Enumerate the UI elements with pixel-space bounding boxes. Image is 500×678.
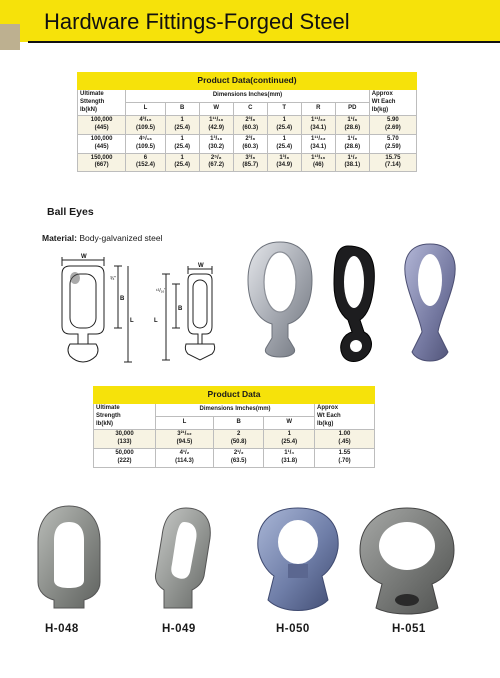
model-label-h051: H-051 [392,623,426,635]
material-value: Body-galvanized steel [79,233,163,243]
header-dimensions: Dimensions Imches(mm) [156,404,315,417]
table-row: 50,000 (222) 4¹/₂ (114.3) 2¹/₂ (63.5) 1¹/₄ (31.8) 1.55 (.70) [94,448,375,467]
ball-eye-photo-socket [398,240,462,370]
ball-eye-diagram-1 [30,252,140,377]
dim-w-label: W [198,263,204,269]
dim-d-label: ¾" [110,276,116,282]
table-title: Product Data(continued) [78,73,417,90]
header-w: W [199,103,233,116]
header-c: C [233,103,267,116]
model-label-h048: H-048 [45,623,79,635]
dim-b-label: B [178,306,183,312]
table-row: 100,000 (445) 4⁵/₁₆ (109.5) 1 (25.4) 1³/₁₆ (30.2) 2³/₈ (60.3) 1 (25.4) 1¹¹/₃₂ (34.1) 1¹/₈ (28.6) 5.70 (2.59) [78,134,417,153]
product-data-table-continued [77,72,417,172]
material-label: Material: [42,233,77,243]
header-l: L [156,417,214,430]
header-weight: Approx Wt Each lb(kg) [315,404,375,430]
table-row: 150,000 (667) 6 (152.4) 1 (25.4) 2⁵/₈ (67.2) 3³/₈ (85.7) 1³/₈ (34.9) 1¹³/₁₆ (46) 1¹/₂ (38.1) 15.75 (7.14) [78,153,417,172]
model-label-h050: H-050 [276,623,310,635]
table-row: 30,000 (133) 3²¹/₃₂ (94.5) 2 (50.8) 1 (25.4) 1.00 (.45) [94,430,375,449]
header-ultimate-strength: Ultimate Sttength lb(kN) [78,90,126,116]
banner-tab [0,24,20,50]
header-ultimate-strength: Ultimate Strength lb(kN) [94,404,156,430]
table-title: Product Data [94,387,375,404]
dim-l-label: L [130,318,134,324]
material-line [42,233,163,243]
dim-b-label: B [120,296,125,302]
ball-eye-photo-galvanized [240,238,320,370]
product-data-table [93,386,375,468]
model-label-h049: H-049 [162,623,196,635]
page-title: Hardware Fittings-Forged Steel [44,9,350,34]
product-photo-h049 [142,502,222,620]
ball-eye-photo-black [324,240,400,372]
dim-l-label: L [154,318,158,324]
product-photo-h051 [352,504,462,618]
product-photo-h050 [250,504,346,618]
dim-d-label: ¹³/₁₆" [156,288,167,294]
header-t: T [267,103,301,116]
dim-w-label: W [81,254,87,260]
header-weight: Approx Wt Each lb(kg) [369,90,416,116]
ball-eye-diagram-2 [140,262,240,382]
title-underline [28,41,500,43]
header-pd: PD [335,103,369,116]
header-r: R [301,103,335,116]
header-b: B [165,103,199,116]
header-b: B [213,417,264,430]
table-row: 100,000 (445) 4³/₁₆ (109.5) 1 (25.4) 1¹¹/₁₆ (42.9) 2³/₈ (60.3) 1 (25.4) 1¹¹/₃₂ (34.1) 1¹/₈ (28.6) 5.90 (2.69) [78,116,417,135]
header-w: W [264,417,315,430]
header-dimensions: Dimensions Inches(mm) [126,90,370,103]
header-l: L [126,103,165,116]
product-photo-h048 [30,500,108,620]
dimension-header-row [78,103,417,116]
section-title: Ball Eyes [47,206,94,218]
